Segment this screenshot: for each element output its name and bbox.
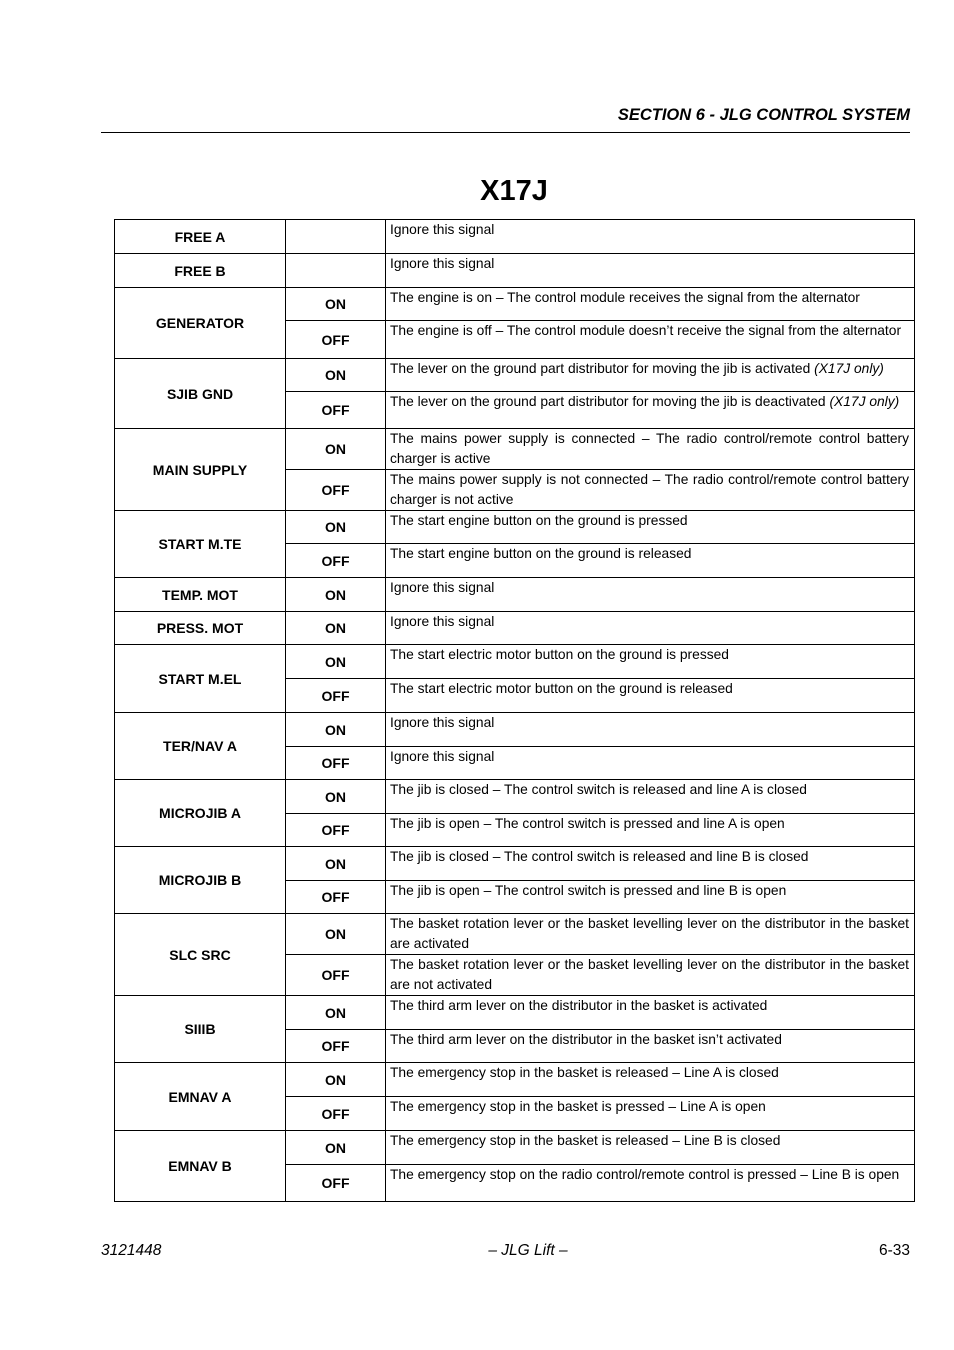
signal-name-cell: MAIN SUPPLY bbox=[115, 429, 286, 511]
signal-state-cell: ON bbox=[286, 612, 386, 645]
signal-state-cell: ON bbox=[286, 996, 386, 1030]
signal-description-cell bbox=[386, 747, 915, 780]
signal-state-cell bbox=[286, 220, 386, 254]
description-text: The emergency stop in the basket is released – Line B is closed bbox=[390, 1133, 781, 1148]
description-text: The engine is on – The control module receives the signal from the alternator bbox=[390, 290, 860, 305]
signal-state-cell: ON bbox=[286, 511, 386, 544]
signal-name-cell: SIIIB bbox=[115, 996, 286, 1063]
description-text: The third arm lever on the distributor in the basket isn’t activated bbox=[390, 1032, 782, 1047]
table-row bbox=[115, 578, 915, 612]
description-text: The start engine button on the ground is pressed bbox=[390, 513, 688, 528]
table-row bbox=[115, 254, 915, 288]
signal-description-cell bbox=[386, 429, 915, 470]
signal-description-cell bbox=[386, 645, 915, 679]
signal-state-cell: OFF bbox=[286, 470, 386, 511]
signal-state-cell: ON bbox=[286, 914, 386, 955]
signal-description-cell bbox=[386, 914, 915, 955]
signal-description-cell bbox=[386, 1131, 915, 1165]
signal-description-cell bbox=[386, 996, 915, 1030]
description-text: Ignore this signal bbox=[390, 614, 495, 629]
description-text: The emergency stop in the basket is released – Line A is closed bbox=[390, 1065, 779, 1080]
footer-brand: – JLG Lift – bbox=[488, 1242, 568, 1259]
signal-name-cell: MICROJIB A bbox=[115, 780, 286, 847]
description-text: The start engine button on the ground is released bbox=[390, 546, 692, 561]
signal-description-cell bbox=[386, 814, 915, 847]
signal-state-cell: OFF bbox=[286, 544, 386, 578]
signal-state-cell bbox=[286, 254, 386, 288]
table-row bbox=[115, 645, 915, 679]
signal-description-cell bbox=[386, 359, 915, 392]
description-text: The jib is open – The control switch is pressed and line B is open bbox=[390, 883, 787, 898]
signal-name-cell: FREE A bbox=[115, 220, 286, 254]
description-text: The basket rotation lever or the basket levelling lever on the distributor in the basket are not activated bbox=[390, 957, 909, 992]
signal-name-cell: GENERATOR bbox=[115, 288, 286, 359]
header-divider bbox=[101, 132, 910, 133]
description-text: Ignore this signal bbox=[390, 580, 495, 595]
table-row bbox=[115, 780, 915, 814]
signal-state-cell: OFF bbox=[286, 1097, 386, 1131]
signal-name-cell: EMNAV A bbox=[115, 1063, 286, 1131]
signal-state-cell: ON bbox=[286, 780, 386, 814]
description-text: The third arm lever on the distributor in the basket is activated bbox=[390, 998, 768, 1013]
signal-name-cell: PRESS. MOT bbox=[115, 612, 286, 645]
table-row bbox=[115, 220, 915, 254]
table-row bbox=[115, 914, 915, 955]
description-note: (X17J only) bbox=[829, 394, 900, 409]
signal-state-cell: ON bbox=[286, 1063, 386, 1097]
description-text: The start electric motor button on the ground is pressed bbox=[390, 647, 729, 662]
description-text: The jib is open – The control switch is pressed and line A is open bbox=[390, 816, 785, 831]
description-text: The engine is off – The control module doesn’t receive the signal from the alternator bbox=[390, 323, 902, 338]
signal-description-cell bbox=[386, 220, 915, 254]
signal-state-cell: OFF bbox=[286, 814, 386, 847]
table-row bbox=[115, 713, 915, 747]
signal-state-cell: OFF bbox=[286, 747, 386, 780]
signal-description-cell bbox=[386, 847, 915, 881]
signal-description-cell bbox=[386, 713, 915, 747]
signal-state-cell: ON bbox=[286, 288, 386, 321]
description-text: The lever on the ground part distributor for moving the jib is deactivated bbox=[390, 394, 826, 409]
signal-description-cell bbox=[386, 288, 915, 321]
signal-description-cell bbox=[386, 544, 915, 578]
signal-description-cell bbox=[386, 254, 915, 288]
page-number: 6-33 bbox=[878, 1242, 910, 1259]
description-text: The lever on the ground part distributor for moving the jib is activated bbox=[390, 361, 811, 376]
description-text: Ignore this signal bbox=[390, 749, 495, 764]
signal-state-cell: ON bbox=[286, 359, 386, 392]
signal-state-cell: OFF bbox=[286, 1030, 386, 1063]
signal-name-cell: START M.EL bbox=[115, 645, 286, 713]
signal-state-cell: OFF bbox=[286, 679, 386, 713]
table-row bbox=[115, 847, 915, 881]
description-text: The emergency stop in the basket is pressed – Line A is open bbox=[390, 1099, 766, 1114]
table-row bbox=[115, 429, 915, 470]
signal-state-cell: OFF bbox=[286, 955, 386, 996]
description-text: The mains power supply is connected – The radio control/remote control battery charger is active bbox=[390, 431, 909, 466]
table-row bbox=[115, 359, 915, 392]
signal-state-cell: ON bbox=[286, 429, 386, 470]
description-text: The basket rotation lever or the basket levelling lever on the distributor in the basket are activated bbox=[390, 916, 909, 951]
signal-description-cell bbox=[386, 780, 915, 814]
description-text: The emergency stop on the radio control/remote control is pressed – Line B is open bbox=[390, 1167, 900, 1182]
description-text: The mains power supply is not connected – The radio control/remote control battery charger is not active bbox=[390, 472, 909, 507]
signal-description-cell bbox=[386, 612, 915, 645]
signal-name-cell: TER/NAV A bbox=[115, 713, 286, 780]
section-title: SECTION 6 - JLG CONTROL SYSTEM bbox=[617, 106, 910, 124]
signal-state-cell: OFF bbox=[286, 881, 386, 914]
table-row bbox=[115, 1131, 915, 1165]
signal-state-cell: OFF bbox=[286, 321, 386, 359]
signal-name-cell: EMNAV B bbox=[115, 1131, 286, 1202]
signal-description-cell bbox=[386, 470, 915, 511]
signal-name-cell: TEMP. MOT bbox=[115, 578, 286, 612]
signal-description-cell bbox=[386, 1063, 915, 1097]
description-text: The start electric motor button on the ground is released bbox=[390, 681, 733, 696]
table-row bbox=[115, 288, 915, 321]
signal-state-cell: ON bbox=[286, 1131, 386, 1165]
description-note: (X17J only) bbox=[814, 361, 884, 376]
signal-state-cell: ON bbox=[286, 713, 386, 747]
description-text: The jib is closed – The control switch is released and line A is closed bbox=[390, 782, 807, 797]
signal-description-cell bbox=[386, 392, 915, 429]
table-row bbox=[115, 996, 915, 1030]
description-text: The jib is closed – The control switch is released and line B is closed bbox=[390, 849, 809, 864]
signal-state-cell: ON bbox=[286, 645, 386, 679]
signal-description-cell bbox=[386, 1030, 915, 1063]
signal-description-cell bbox=[386, 955, 915, 996]
signal-state-cell: ON bbox=[286, 578, 386, 612]
signal-description-cell bbox=[386, 321, 915, 359]
signal-description-cell bbox=[386, 881, 915, 914]
signal-description-cell bbox=[386, 578, 915, 612]
page-title: X17J bbox=[480, 175, 548, 207]
signal-name-cell: SLC SRC bbox=[115, 914, 286, 996]
signal-table bbox=[114, 219, 915, 1202]
signal-state-cell: OFF bbox=[286, 392, 386, 429]
signal-state-cell: ON bbox=[286, 847, 386, 881]
signal-description-cell bbox=[386, 1097, 915, 1131]
signal-description-cell bbox=[386, 1165, 915, 1202]
table-row bbox=[115, 511, 915, 544]
description-text: Ignore this signal bbox=[390, 256, 495, 271]
signal-state-cell: OFF bbox=[286, 1165, 386, 1202]
signal-description-cell bbox=[386, 679, 915, 713]
signal-name-cell: FREE B bbox=[115, 254, 286, 288]
signal-description-cell bbox=[386, 511, 915, 544]
signal-name-cell: SJIB GND bbox=[115, 359, 286, 429]
signal-name-cell: MICROJIB B bbox=[115, 847, 286, 914]
description-text: Ignore this signal bbox=[390, 715, 495, 730]
table-row bbox=[115, 612, 915, 645]
description-text: Ignore this signal bbox=[390, 222, 495, 237]
table-row bbox=[115, 1063, 915, 1097]
document-number: 3121448 bbox=[101, 1242, 162, 1259]
signal-name-cell: START M.TE bbox=[115, 511, 286, 578]
